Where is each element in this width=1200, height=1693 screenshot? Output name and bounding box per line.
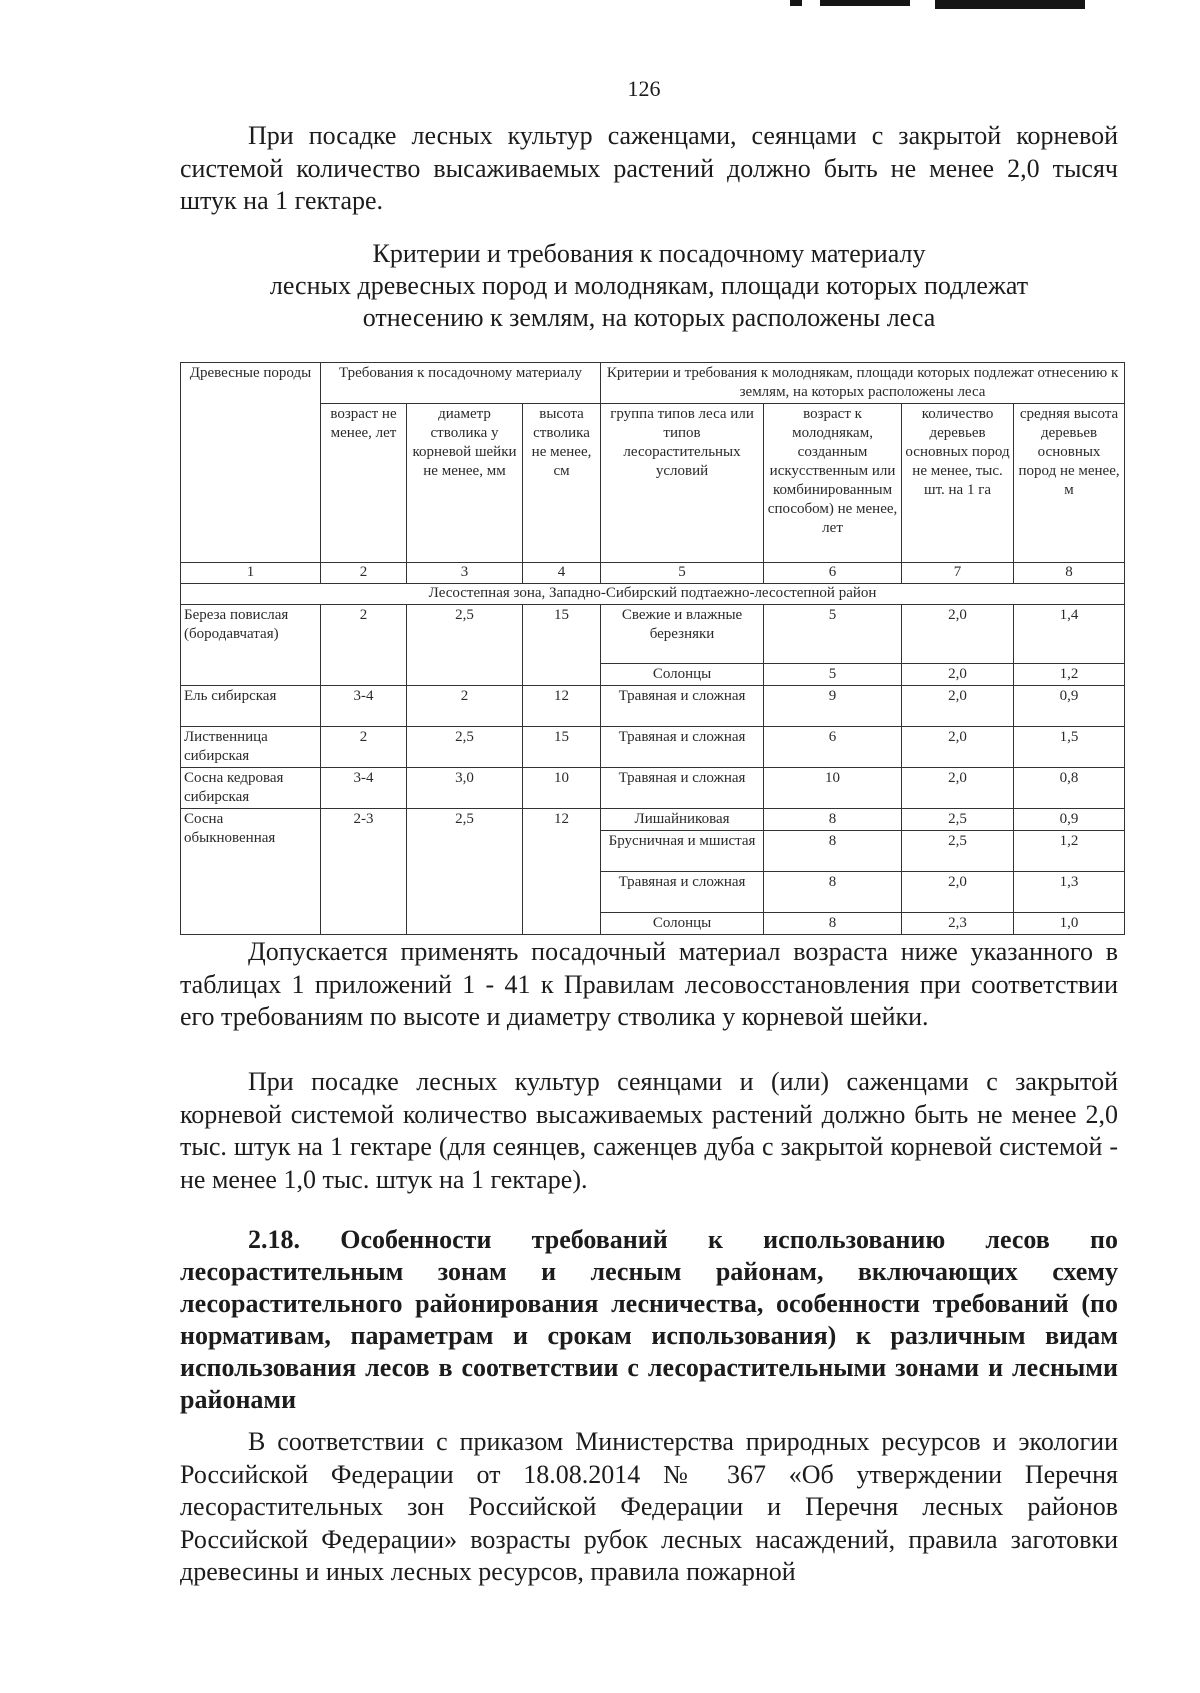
forest-type-cell: Травяная и сложная — [601, 872, 764, 913]
header-planting-material: Требования к посадочному материалу — [321, 363, 601, 404]
scan-edge-mark — [820, 0, 910, 6]
diameter-cell: 2,5 — [407, 727, 523, 768]
allowed-paragraph: Допускается применять посадочный материал возраста ниже указанного в таблицах 1 приложений 1 - 41 к Правилам лесовосстановления при соответствии его требованиям по высоте и диаметру стволика у корневой шейки. — [180, 937, 1118, 1031]
table-row — [181, 727, 1125, 768]
intro-paragraph: При посадке лесных культур саженцами, сеянцами с закрытой корневой системой количество высаживаемых растений должно быть не менее 2,0 тысяч штук на 1 гектаре. — [180, 121, 1118, 215]
header-diameter: диаметр стволика у корневой шейки не менее, мм — [407, 404, 523, 563]
tree-count-cell: 2,0 — [902, 872, 1014, 913]
age-cell: 3-4 — [321, 686, 407, 727]
forest-type-cell: Брусничная и мшистая — [601, 831, 764, 872]
forest-type-cell: Солонцы — [601, 913, 764, 935]
column-number: 2 — [321, 563, 407, 584]
height-cell: 12 — [523, 809, 601, 935]
young-age-cell: 8 — [764, 809, 902, 831]
young-age-cell: 5 — [764, 664, 902, 686]
page-number: 126 — [627, 76, 661, 101]
young-age-cell: 8 — [764, 831, 902, 872]
young-age-cell: 9 — [764, 686, 902, 727]
planting-paragraph: При посадке лесных культур сеянцами и (или) саженцами с закрытой корневой системой количество высаживаемых растений должно быть не менее 2,0 тыс. штук на 1 гектаре (для сеянцев, саженцев дуба с закрытой корневой системой - не менее 1,0 тыс. штук на 1 гектаре). — [180, 1067, 1118, 1194]
column-number: 4 — [523, 563, 601, 584]
scan-edge-mark — [790, 0, 802, 6]
table-row — [181, 809, 1125, 831]
age-cell: 2 — [321, 605, 407, 686]
column-number: 1 — [181, 563, 321, 584]
column-number: 3 — [407, 563, 523, 584]
caption-line: Критерии и требования к посадочному материалу — [372, 239, 926, 268]
height-cell: 15 — [523, 727, 601, 768]
diameter-cell: 2,5 — [407, 605, 523, 686]
height-cell: 12 — [523, 686, 601, 727]
zone-row: Лесостепная зона, Западно-Сибирский подтаежно-лесостепной район — [181, 584, 1125, 605]
table-row — [181, 605, 1125, 664]
tree-count-cell: 2,3 — [902, 913, 1014, 935]
young-age-cell: 5 — [764, 605, 902, 664]
tree-count-cell: 2,5 — [902, 831, 1014, 872]
avg-height-cell: 1,0 — [1014, 913, 1125, 935]
avg-height-cell: 1,5 — [1014, 727, 1125, 768]
tree-count-cell: 2,0 — [902, 727, 1014, 768]
species-cell: Сосна кедровая сибирская — [181, 768, 321, 809]
tree-count-cell: 2,0 — [902, 686, 1014, 727]
species-cell: Береза повислая (бородавчатая) — [181, 605, 321, 686]
avg-height-cell: 0,9 — [1014, 809, 1125, 831]
tree-count-cell: 2,0 — [902, 768, 1014, 809]
young-age-cell: 8 — [764, 872, 902, 913]
height-cell: 10 — [523, 768, 601, 809]
section-heading: 2.18. Особенности требований к использованию лесов по лесорастительным зонам и лесным районам, включающих схему лесорастительного районирования лесничества, особенности требований (по нормативам, параметрам и срокам использования) к различным видам использования лесов в соответствии с лесорастительными зонами и лесными районами — [180, 1225, 1118, 1414]
header-young-stands: Критерии и требования к молоднякам, площади которых подлежат отнесению к землям, на которых расположены леса — [601, 363, 1125, 404]
age-cell: 2-3 — [321, 809, 407, 935]
header-height: высота стволика не менее, см — [523, 404, 601, 563]
forest-type-cell: Травяная и сложная — [601, 727, 764, 768]
height-cell: 15 — [523, 605, 601, 686]
column-number: 6 — [764, 563, 902, 584]
regulation-paragraph: В соответствии с приказом Министерства природных ресурсов и экологии Российской Федерации от 18.08.2014 № 367 «Об утверждении Перечня лесорастительных зон Российской Федерации и Перечня лесных районов Российской Федерации» возрасты рубок лесных насаждений, правила заготовки древесины и иных лесных ресурсов, правила пожарной — [180, 1427, 1118, 1586]
young-age-cell: 8 — [764, 913, 902, 935]
avg-height-cell: 1,4 — [1014, 605, 1125, 664]
header-tree-count: количество деревьев основных пород не менее, тыс. шт. на 1 га — [902, 404, 1014, 563]
header-avg-height: средняя высота деревьев основных пород не менее, м — [1014, 404, 1125, 563]
table-caption — [180, 238, 1118, 334]
young-age-cell: 10 — [764, 768, 902, 809]
header-species: Древесные породы — [181, 363, 321, 563]
table-row — [181, 768, 1125, 809]
tree-count-cell: 2,0 — [902, 664, 1014, 686]
header-young-age: возраст к молоднякам, созданным искусственным или комбинированным способом) не менее, лет — [764, 404, 902, 563]
header-age: возраст не менее, лет — [321, 404, 407, 563]
young-age-cell: 6 — [764, 727, 902, 768]
scan-edge-mark — [935, 0, 1085, 9]
avg-height-cell: 1,3 — [1014, 872, 1125, 913]
avg-height-cell: 1,2 — [1014, 664, 1125, 686]
forest-type-cell: Травяная и сложная — [601, 686, 764, 727]
diameter-cell: 3,0 — [407, 768, 523, 809]
column-number: 8 — [1014, 563, 1125, 584]
caption-line: отнесению к землям, на которых расположены леса — [362, 303, 936, 332]
header-forest-type: группа типов леса или типов лесорастительных условий — [601, 404, 764, 563]
age-cell: 3-4 — [321, 768, 407, 809]
species-cell: Лиственница сибирская — [181, 727, 321, 768]
tree-count-cell: 2,0 — [902, 605, 1014, 664]
species-cell: Ель сибирская — [181, 686, 321, 727]
avg-height-cell: 0,8 — [1014, 768, 1125, 809]
forest-type-cell: Травяная и сложная — [601, 768, 764, 809]
avg-height-cell: 0,9 — [1014, 686, 1125, 727]
forest-type-cell: Лишайниковая — [601, 809, 764, 831]
caption-line: лесных древесных пород и молоднякам, площади которых подлежат — [269, 271, 1029, 300]
species-cell: Сосна обыкновенная — [181, 809, 321, 935]
diameter-cell: 2 — [407, 686, 523, 727]
column-number: 7 — [902, 563, 1014, 584]
forest-type-cell: Солонцы — [601, 664, 764, 686]
age-cell: 2 — [321, 727, 407, 768]
tree-count-cell: 2,5 — [902, 809, 1014, 831]
criteria-table — [180, 362, 1125, 935]
forest-type-cell: Свежие и влажные березняки — [601, 605, 764, 664]
table-row — [181, 686, 1125, 727]
avg-height-cell: 1,2 — [1014, 831, 1125, 872]
column-number: 5 — [601, 563, 764, 584]
diameter-cell: 2,5 — [407, 809, 523, 935]
